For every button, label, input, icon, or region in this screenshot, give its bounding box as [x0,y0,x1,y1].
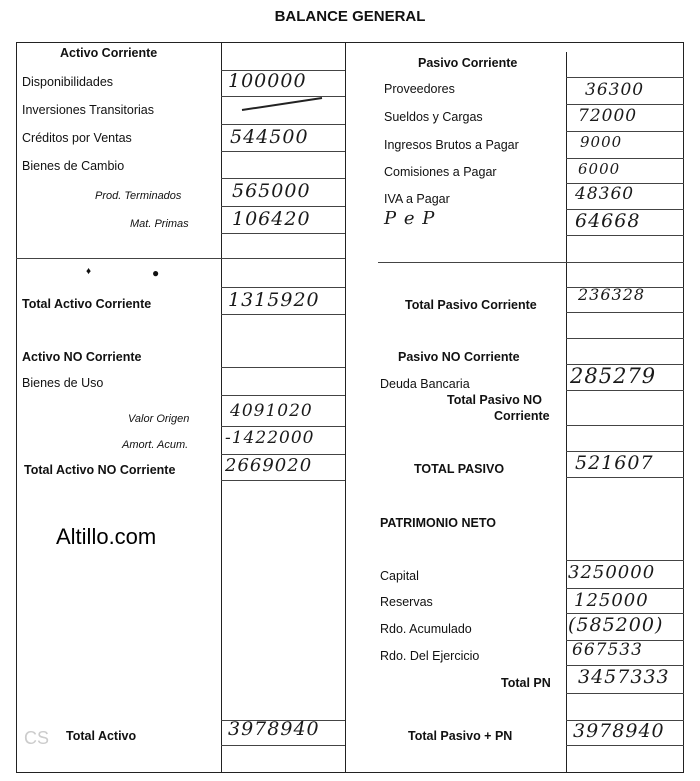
total-activo-no-corriente-value: 2669020 [225,455,313,476]
disponibilidades-label: Disponibilidades [22,75,114,89]
total-activo-value: 3978940 [228,718,320,740]
right-rule [566,588,684,589]
pasivo-corriente-header: Pasivo Corriente [418,56,518,70]
ingresos-brutos-label: Ingresos Brutos a Pagar [384,138,519,152]
corner-mark: CS [24,728,50,748]
right-rule [566,745,684,746]
reservas-value: 125000 [574,590,649,611]
total-pasivo-pn-value: 3978940 [573,720,665,742]
iva-label: IVA a Pagar [384,192,450,206]
rdo-ejercicio-value: 667533 [572,640,643,660]
right-rule [566,560,684,561]
inversiones-dash-mark [238,94,328,114]
bienes-cambio-label: Bienes de Cambio [22,159,125,173]
amort-acum-value: -1422000 [225,428,315,448]
right-rule [566,104,684,105]
scribble-mark: ♦ [86,266,92,277]
watermark-text: Altillo.com [56,524,157,549]
capital-label: Capital [380,569,419,583]
right-rule [566,338,684,339]
sueldos-label: Sueldos y Cargas [384,110,483,124]
reservas-label: Reservas [380,595,433,609]
valor-origen-label: Valor Origen [128,413,190,425]
left-section-rule [16,258,345,259]
right-rule [566,77,684,78]
total-pasivo-corriente-value: 236328 [578,285,646,304]
left-rule [221,367,345,368]
right-rule [566,131,684,132]
deuda-bancaria-label: Deuda Bancaria [380,377,470,391]
ingresos-brutos-value: 9000 [580,133,623,151]
prod-terminados-value: 565000 [232,180,311,202]
total-activo-label: Total Activo [66,729,137,743]
right-rule [566,235,684,236]
deuda-bancaria-value: 285279 [570,364,657,388]
prod-terminados-label: Prod. Terminados [95,190,182,202]
scribble-mark: ● [152,266,160,280]
left-rule [221,233,345,234]
left-rule [221,287,345,288]
left-rule [221,314,345,315]
total-pn-label: Total PN [501,676,551,690]
proveedores-label: Proveedores [384,82,455,96]
left-rule [221,178,345,179]
total-pasivo-label: TOTAL PASIVO [414,462,505,476]
bienes-uso-label: Bienes de Uso [22,376,104,390]
pasivo-no-corriente-header: Pasivo NO Corriente [398,350,520,364]
total-activo-no-corriente-label: Total Activo NO Corriente [24,463,176,477]
total-pasivo-value: 521607 [575,452,654,474]
left-rule [221,426,345,427]
right-rule [566,312,684,313]
right-rule [566,477,684,478]
creditos-label: Créditos por Ventas [22,131,132,145]
capital-value: 3250000 [568,562,656,583]
total-pasivo-pn-label: Total Pasivo + PN [408,729,513,743]
left-rule [221,745,345,746]
total-activo-corriente-value: 1315920 [228,289,320,311]
amort-acum-label: Amort. Acum. [122,439,189,451]
left-rule [221,480,345,481]
pep-value: 64668 [575,210,641,232]
comisiones-label: Comisiones a Pagar [384,165,497,179]
iva-value: 48360 [575,184,635,204]
patrimonio-neto-header: PATRIMONIO NETO [380,516,496,530]
total-activo-corriente-label: Total Activo Corriente [22,297,152,311]
proveedores-value: 36300 [585,80,645,100]
rdo-acumulado-value: (585200) [568,614,664,636]
inversiones-label: Inversiones Transitorias [22,103,155,117]
page-title: BALANCE GENERAL [274,8,426,25]
left-rule [221,151,345,152]
col-divider-middle [345,42,346,773]
balance-frame [16,42,684,773]
sueldos-value: 72000 [578,106,638,126]
left-rule [221,395,345,396]
activo-corriente-header: Activo Corriente [60,46,158,60]
valor-origen-value: 4091020 [230,401,313,421]
total-pasivo-no-corriente-label-2: Corriente [494,409,550,423]
rdo-acumulado-label: Rdo. Acumulado [380,622,472,636]
comisiones-value: 6000 [578,160,621,178]
total-pasivo-no-corriente-label-1: Total Pasivo NO [447,393,542,407]
disponibilidades-value: 100000 [228,70,307,92]
mat-primas-value: 106420 [232,208,311,230]
creditos-value: 544500 [230,126,309,148]
pep-label: P e P [384,208,436,229]
left-rule [221,206,345,207]
mat-primas-label: Mat. Primas [130,218,189,230]
right-rule [566,693,684,694]
activo-no-corriente-header: Activo NO Corriente [22,350,142,364]
total-pn-value: 3457333 [578,666,670,688]
rdo-ejercicio-label: Rdo. Del Ejercicio [380,649,480,663]
right-section-rule [378,262,684,263]
right-rule [566,158,684,159]
right-rule [566,425,684,426]
right-rule [566,390,684,391]
left-rule [221,124,345,125]
total-pasivo-corriente-label: Total Pasivo Corriente [405,298,537,312]
